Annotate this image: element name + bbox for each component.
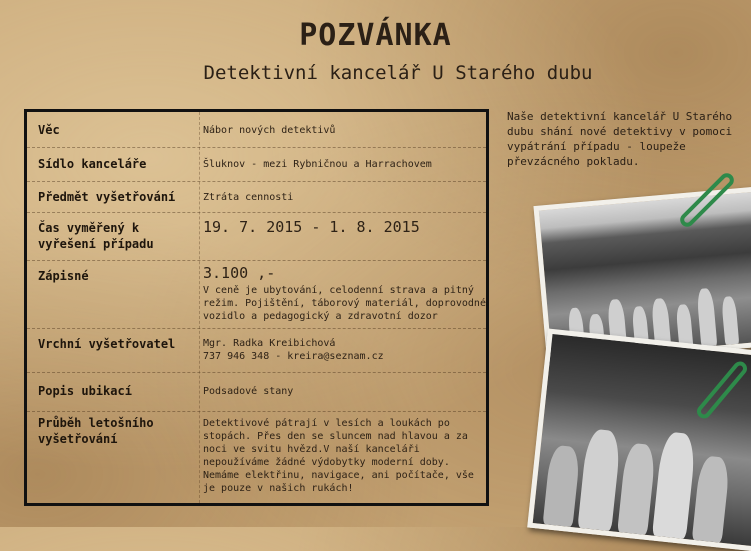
row-label: Věc [38, 123, 60, 137]
person-shape [617, 442, 656, 535]
side-description: Naše detektivní kancelář U Starého dubu shání nové detektivy v pomoci vypátrání případu - loupeže převzácného pokladu. [507, 110, 733, 168]
person-shape [543, 444, 581, 527]
table-row [27, 372, 486, 412]
info-table [24, 109, 489, 506]
table-row [27, 181, 486, 213]
investigator-contact: 737 946 348 - kreira@seznam.cz [203, 351, 384, 362]
row-value: Podsadové stany [203, 386, 294, 397]
person-shape [577, 428, 621, 531]
row-value: Nábor nových detektivů [203, 125, 336, 136]
person-shape [692, 455, 731, 543]
table-row [27, 411, 486, 506]
row-label: Zápisné [38, 269, 89, 283]
table-row [27, 328, 486, 373]
price-note: V ceně je ubytování, celodenní strava a pitný režim. Pojištění, táborový materiál, doprovodné vozidlo a pedagogický a zdravotní dozor [203, 285, 486, 322]
person-shape [721, 296, 739, 345]
row-value: Ztráta cennosti [203, 192, 294, 203]
row-label: Předmět vyšetřování [38, 190, 176, 204]
person-shape [696, 288, 717, 347]
price-value: 3.100 ,- [203, 264, 276, 282]
table-row [27, 260, 486, 329]
invitation-title: POZVÁNKA [299, 18, 452, 53]
row-label: Sídlo kanceláře [38, 157, 147, 171]
row-value: 19. 7. 2015 - 1. 8. 2015 [203, 218, 420, 236]
people-silhouettes [533, 410, 751, 546]
row-label: Vrchní vyšetřovatel [38, 337, 176, 351]
forest-children-photo [527, 329, 751, 551]
table-row [27, 112, 486, 148]
table-row [27, 212, 486, 261]
row-label: Čas vyměřený k vyřešení případu [38, 221, 154, 251]
row-label: Popis ubikací [38, 384, 132, 398]
row-value: Šluknov - mezi Rybničnou a Harrachovem [203, 159, 432, 170]
person-shape [652, 431, 697, 539]
row-label: Průběh letošního vyšetřování [38, 416, 154, 446]
invitation-subtitle: Detektivní kancelář U Starého dubu [203, 62, 593, 84]
table-row [27, 147, 486, 182]
investigator-name: Mgr. Radka Kreibichová [203, 338, 336, 349]
row-value: Detektivové pátrají v lesích a loukách po stopách. Přes den se sluncem nad hlavou a za noci ve svitu hvězd.V naší kanceláři nepoužíváme žádné výdobytky moderní doby. Nemáme elektřinu, navigace, ani počítače, vše je pouze v našich rukách! [203, 418, 474, 494]
